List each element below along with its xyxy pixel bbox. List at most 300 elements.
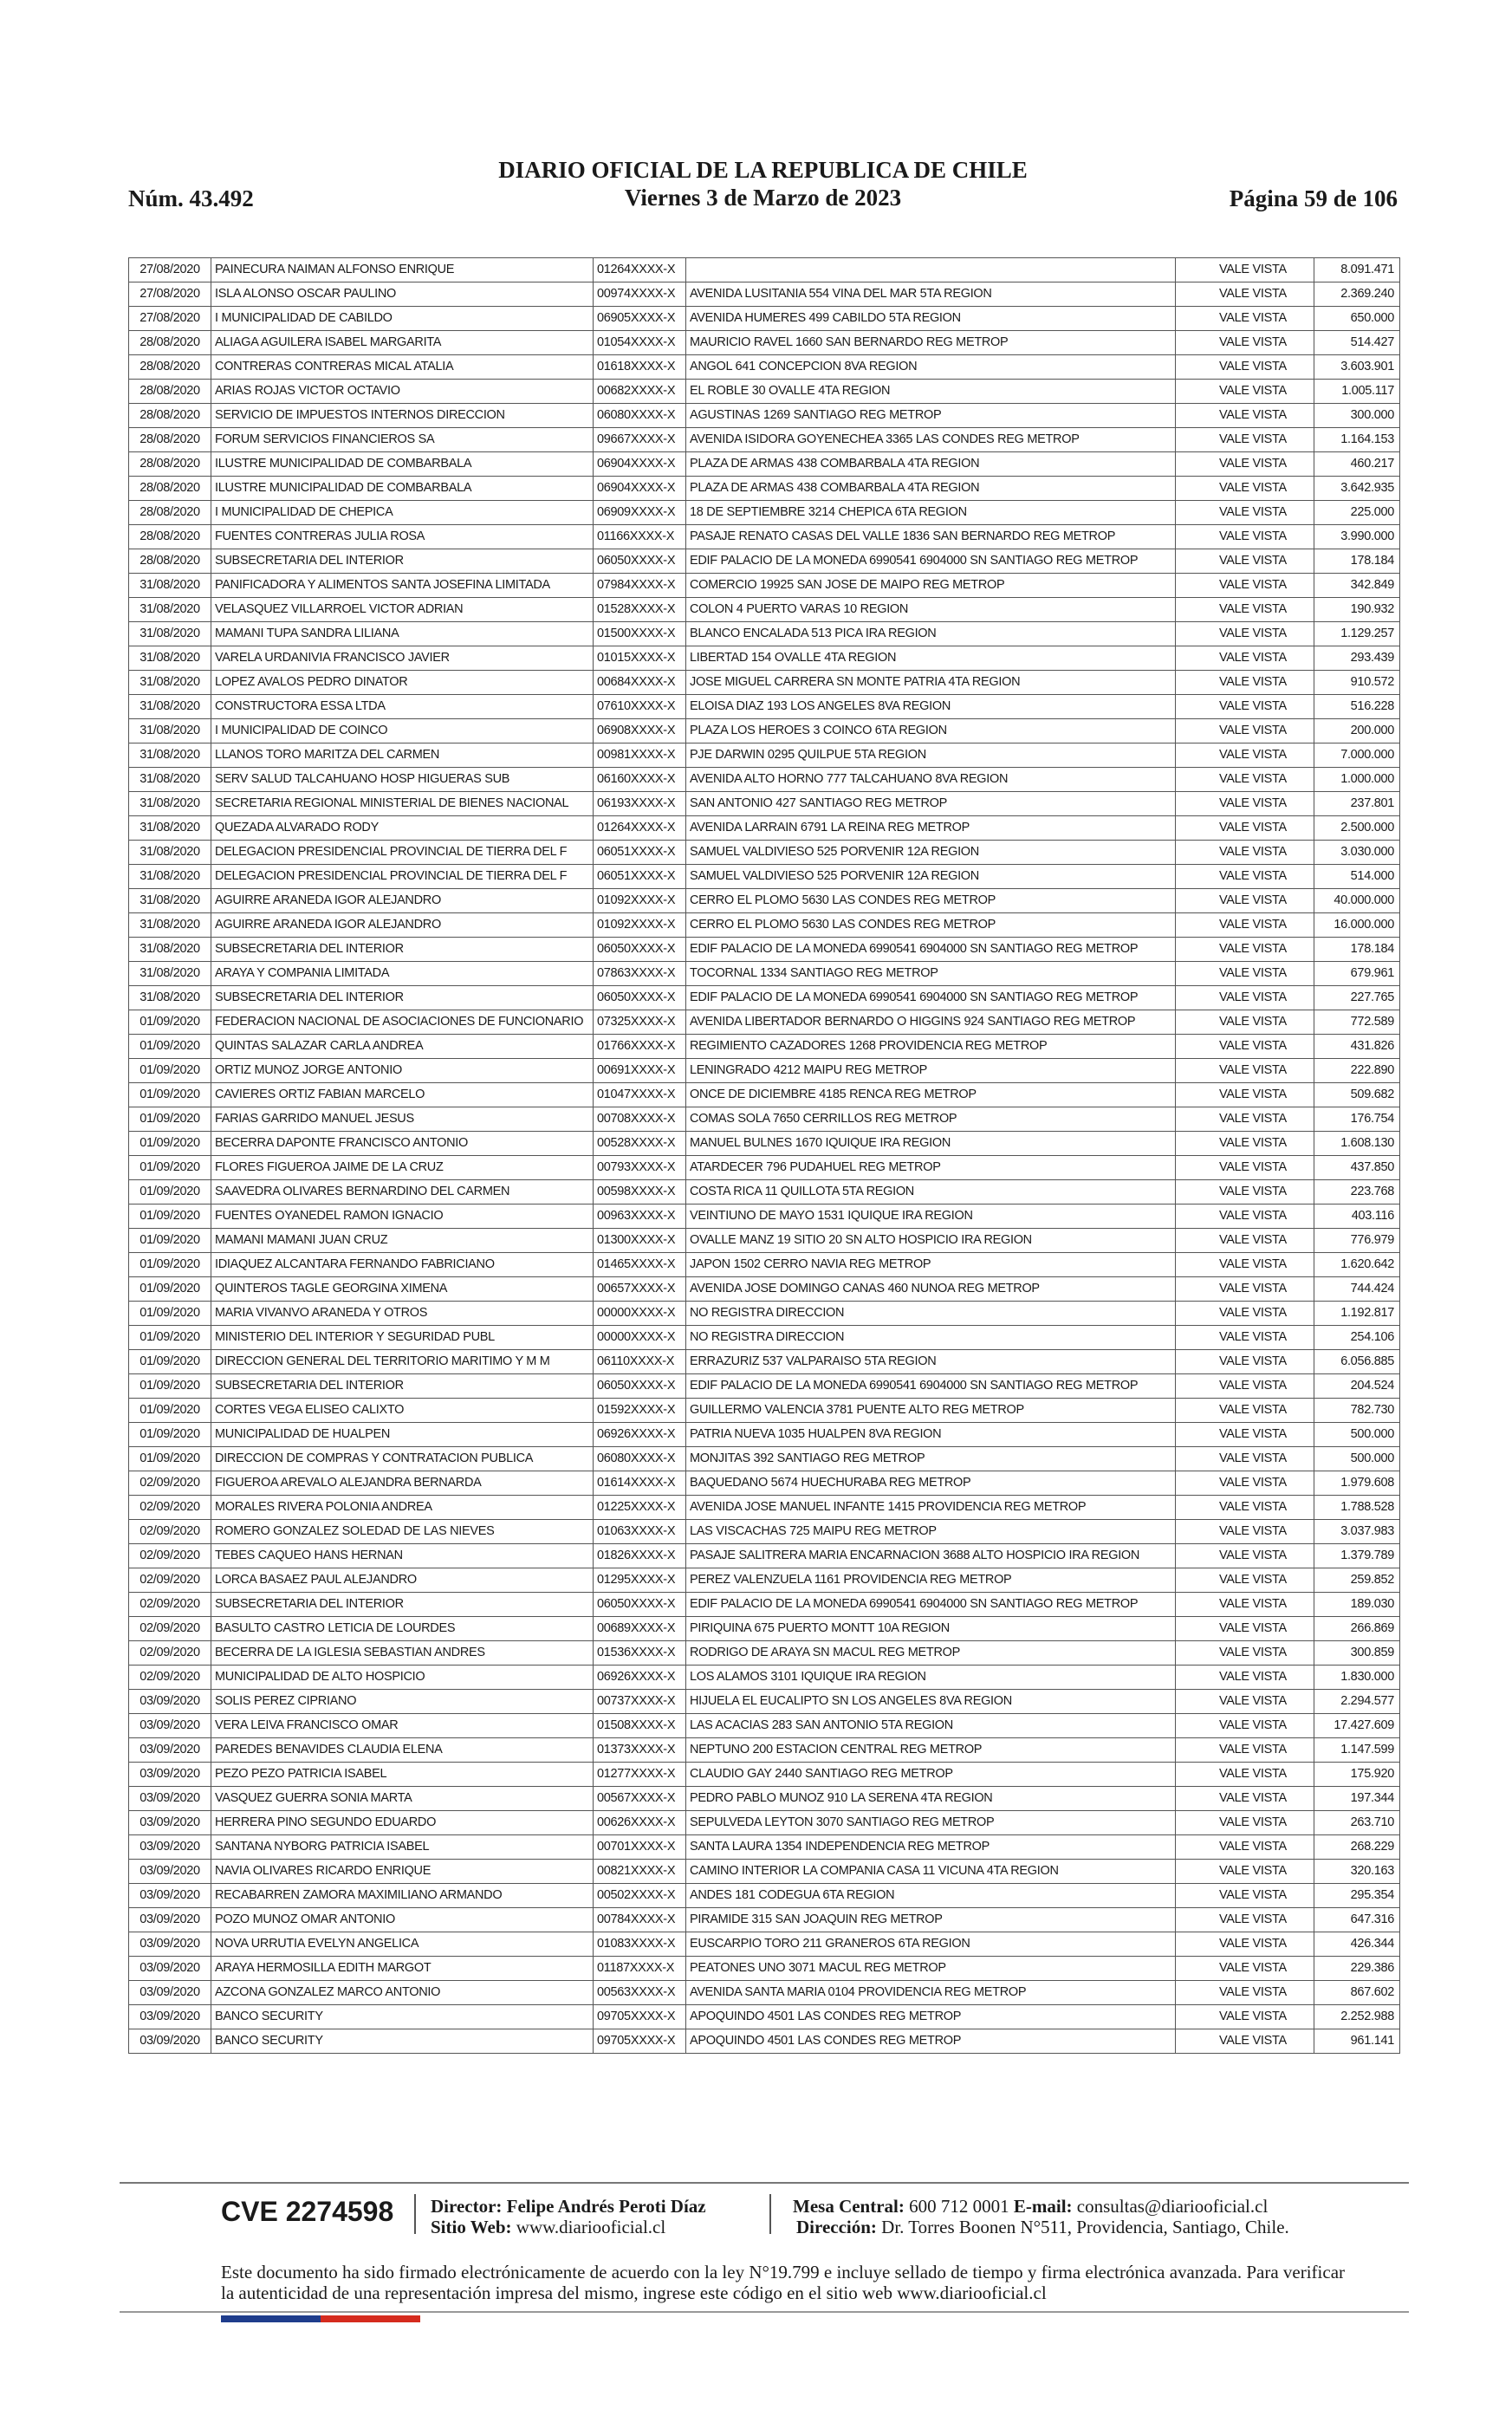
name-cell: QUEZADA ALVARADO RODY	[211, 816, 594, 841]
table-row	[129, 962, 1400, 986]
type-cell: VALE VISTA	[1176, 743, 1314, 768]
date-cell: 31/08/2020	[129, 816, 211, 841]
type-cell: VALE VISTA	[1176, 841, 1314, 865]
name-cell: VELASQUEZ VILLARROEL VICTOR ADRIAN	[211, 598, 594, 622]
type-cell: VALE VISTA	[1176, 1399, 1314, 1423]
date-cell: 28/08/2020	[129, 404, 211, 428]
type-cell: VALE VISTA	[1176, 1010, 1314, 1035]
type-cell: VALE VISTA	[1176, 1981, 1314, 2005]
cve-code: CVE 2274598	[221, 2196, 394, 2227]
rut-cell: 09667XXXX-X	[594, 428, 686, 452]
date-cell: 02/09/2020	[129, 1496, 211, 1520]
name-cell: BECERRA DAPONTE FRANCISCO ANTONIO	[211, 1132, 594, 1156]
table-row	[129, 282, 1400, 307]
address-cell: LIBERTAD 154 OVALLE 4TA REGION	[686, 646, 1176, 671]
name-cell: ARIAS ROJAS VICTOR OCTAVIO	[211, 380, 594, 404]
name-cell: DELEGACION PRESIDENCIAL PROVINCIAL DE TIERRA DEL F	[211, 841, 594, 865]
type-cell: VALE VISTA	[1176, 938, 1314, 962]
date-cell: 01/09/2020	[129, 1229, 211, 1253]
rut-cell: 00563XXXX-X	[594, 1981, 686, 2005]
address-cell: SAMUEL VALDIVIESO 525 PORVENIR 12A REGION	[686, 865, 1176, 889]
name-cell: MAMANI TUPA SANDRA LILIANA	[211, 622, 594, 646]
rut-cell: 01054XXXX-X	[594, 331, 686, 355]
address-cell: AGUSTINAS 1269 SANTIAGO REG METROP	[686, 404, 1176, 428]
rut-cell: 01187XXXX-X	[594, 1957, 686, 1981]
type-cell: VALE VISTA	[1176, 889, 1314, 913]
amount-cell: 6.056.885	[1314, 1350, 1400, 1374]
address-cell: EDIF PALACIO DE LA MONEDA 6990541 6904000 SN SANTIAGO REG METROP	[686, 1593, 1176, 1617]
date-cell: 31/08/2020	[129, 938, 211, 962]
date-cell: 31/08/2020	[129, 962, 211, 986]
name-cell: NOVA URRUTIA EVELYN ANGELICA	[211, 1932, 594, 1957]
table-row	[129, 1593, 1400, 1617]
address-cell: AVENIDA LARRAIN 6791 LA REINA REG METROP	[686, 816, 1176, 841]
date-cell: 31/08/2020	[129, 889, 211, 913]
address-cell: PJE DARWIN 0295 QUILPUE 5TA REGION	[686, 743, 1176, 768]
table-row	[129, 1423, 1400, 1447]
name-cell: MUNICIPALIDAD DE ALTO HOSPICIO	[211, 1666, 594, 1690]
name-cell: SUBSECRETARIA DEL INTERIOR	[211, 1374, 594, 1399]
date-cell: 28/08/2020	[129, 452, 211, 477]
table-row	[129, 1471, 1400, 1496]
rut-cell: 01264XXXX-X	[594, 816, 686, 841]
date-cell: 03/09/2020	[129, 1738, 211, 1763]
email-label: E-mail:	[1013, 2196, 1073, 2217]
name-cell: SOLIS PEREZ CIPRIANO	[211, 1690, 594, 1714]
amount-cell: 1.379.789	[1314, 1544, 1400, 1568]
table-row	[129, 913, 1400, 938]
address-cell: OVALLE MANZ 19 SITIO 20 SN ALTO HOSPICIO IRA REGION	[686, 1229, 1176, 1253]
amount-cell: 1.788.528	[1314, 1496, 1400, 1520]
records-table	[128, 257, 1400, 2054]
rut-cell: 07325XXXX-X	[594, 1010, 686, 1035]
table-row	[129, 1568, 1400, 1593]
type-cell: VALE VISTA	[1176, 428, 1314, 452]
name-cell: AGUIRRE ARANEDA IGOR ALEJANDRO	[211, 913, 594, 938]
table-row	[129, 792, 1400, 816]
mesa-label: Mesa Central:	[793, 2196, 905, 2217]
rut-cell: 01264XXXX-X	[594, 258, 686, 282]
type-cell: VALE VISTA	[1176, 1690, 1314, 1714]
address-cell: PIRAMIDE 315 SAN JOAQUIN REG METROP	[686, 1908, 1176, 1932]
date-cell: 01/09/2020	[129, 1083, 211, 1107]
type-cell: VALE VISTA	[1176, 331, 1314, 355]
date-cell: 28/08/2020	[129, 549, 211, 574]
amount-cell: 1.000.000	[1314, 768, 1400, 792]
date-cell: 28/08/2020	[129, 428, 211, 452]
name-cell: ILUSTRE MUNICIPALIDAD DE COMBARBALA	[211, 452, 594, 477]
rut-cell: 07984XXXX-X	[594, 574, 686, 598]
type-cell: VALE VISTA	[1176, 1156, 1314, 1180]
amount-cell: 300.859	[1314, 1641, 1400, 1666]
address-cell: SEPULVEDA LEYTON 3070 SANTIAGO REG METROP	[686, 1811, 1176, 1835]
rut-cell: 06905XXXX-X	[594, 307, 686, 331]
name-cell: BASULTO CASTRO LETICIA DE LOURDES	[211, 1617, 594, 1641]
mesa-phone: 600 712 0001	[909, 2196, 1009, 2217]
date-cell: 03/09/2020	[129, 1811, 211, 1835]
rut-cell: 01295XXXX-X	[594, 1568, 686, 1593]
type-cell: VALE VISTA	[1176, 622, 1314, 646]
name-cell: AZCONA GONZALEZ MARCO ANTONIO	[211, 1981, 594, 2005]
date-cell: 01/09/2020	[129, 1350, 211, 1374]
table-row	[129, 1156, 1400, 1180]
date-cell: 03/09/2020	[129, 1908, 211, 1932]
amount-cell: 178.184	[1314, 938, 1400, 962]
rut-cell: 06050XXXX-X	[594, 1593, 686, 1617]
date-cell: 02/09/2020	[129, 1617, 211, 1641]
address-cell: COMAS SOLA 7650 CERRILLOS REG METROP	[686, 1107, 1176, 1132]
name-cell: FEDERACION NACIONAL DE ASOCIACIONES DE FUNCIONARIO	[211, 1010, 594, 1035]
rut-cell: 01063XXXX-X	[594, 1520, 686, 1544]
date-cell: 02/09/2020	[129, 1641, 211, 1666]
amount-cell: 197.344	[1314, 1787, 1400, 1811]
rut-cell: 06904XXXX-X	[594, 452, 686, 477]
date-cell: 02/09/2020	[129, 1593, 211, 1617]
table-row	[129, 1617, 1400, 1641]
rut-cell: 01300XXXX-X	[594, 1229, 686, 1253]
amount-cell: 1.830.000	[1314, 1666, 1400, 1690]
amount-cell: 514.427	[1314, 331, 1400, 355]
amount-cell: 295.354	[1314, 1884, 1400, 1908]
date-cell: 28/08/2020	[129, 355, 211, 380]
rut-cell: 00821XXXX-X	[594, 1860, 686, 1884]
amount-cell: 225.000	[1314, 501, 1400, 525]
name-cell: MAMANI MAMANI JUAN CRUZ	[211, 1229, 594, 1253]
name-cell: SANTANA NYBORG PATRICIA ISABEL	[211, 1835, 594, 1860]
table-row	[129, 428, 1400, 452]
name-cell: DIRECCION GENERAL DEL TERRITORIO MARITIMO Y M M	[211, 1350, 594, 1374]
amount-cell: 178.184	[1314, 549, 1400, 574]
name-cell: AGUIRRE ARANEDA IGOR ALEJANDRO	[211, 889, 594, 913]
type-cell: VALE VISTA	[1176, 768, 1314, 792]
date-cell: 03/09/2020	[129, 1860, 211, 1884]
address-cell: ERRAZURIZ 537 VALPARAISO 5TA REGION	[686, 1350, 1176, 1374]
rut-cell: 06110XXXX-X	[594, 1350, 686, 1374]
amount-cell: 237.801	[1314, 792, 1400, 816]
table-row	[129, 1180, 1400, 1205]
amount-cell: 403.116	[1314, 1205, 1400, 1229]
table-row	[129, 841, 1400, 865]
type-cell: VALE VISTA	[1176, 2029, 1314, 2054]
type-cell: VALE VISTA	[1176, 501, 1314, 525]
type-cell: VALE VISTA	[1176, 282, 1314, 307]
name-cell: SUBSECRETARIA DEL INTERIOR	[211, 938, 594, 962]
table-row	[129, 1690, 1400, 1714]
address-cell: EDIF PALACIO DE LA MONEDA 6990541 6904000 SN SANTIAGO REG METROP	[686, 1374, 1176, 1399]
address-cell: APOQUINDO 4501 LAS CONDES REG METROP	[686, 2005, 1176, 2029]
type-cell: VALE VISTA	[1176, 1035, 1314, 1059]
type-cell: VALE VISTA	[1176, 1083, 1314, 1107]
amount-cell: 320.163	[1314, 1860, 1400, 1884]
amount-cell: 437.850	[1314, 1156, 1400, 1180]
rut-cell: 00682XXXX-X	[594, 380, 686, 404]
type-cell: VALE VISTA	[1176, 1253, 1314, 1277]
amount-cell: 7.000.000	[1314, 743, 1400, 768]
date-cell: 28/08/2020	[129, 331, 211, 355]
address-cell: EUSCARPIO TORO 211 GRANEROS 6TA REGION	[686, 1932, 1176, 1957]
amount-cell: 222.890	[1314, 1059, 1400, 1083]
amount-cell: 40.000.000	[1314, 889, 1400, 913]
name-cell: NAVIA OLIVARES RICARDO ENRIQUE	[211, 1860, 594, 1884]
date-cell: 01/09/2020	[129, 1374, 211, 1399]
date-cell: 01/09/2020	[129, 1132, 211, 1156]
table-row	[129, 1399, 1400, 1423]
contact-block	[793, 2196, 1289, 2237]
rut-cell: 07863XXXX-X	[594, 962, 686, 986]
rut-cell: 01536XXXX-X	[594, 1641, 686, 1666]
amount-cell: 3.990.000	[1314, 525, 1400, 549]
rut-cell: 06050XXXX-X	[594, 1374, 686, 1399]
rut-cell: 01826XXXX-X	[594, 1544, 686, 1568]
address-cell: AVENIDA JOSE MANUEL INFANTE 1415 PROVIDENCIA REG METROP	[686, 1496, 1176, 1520]
name-cell: FLORES FIGUEROA JAIME DE LA CRUZ	[211, 1156, 594, 1180]
address-cell: COMERCIO 19925 SAN JOSE DE MAIPO REG METROP	[686, 574, 1176, 598]
rut-cell: 00684XXXX-X	[594, 671, 686, 695]
name-cell: MUNICIPALIDAD DE HUALPEN	[211, 1423, 594, 1447]
table-row	[129, 1374, 1400, 1399]
type-cell: VALE VISTA	[1176, 913, 1314, 938]
rut-cell: 01047XXXX-X	[594, 1083, 686, 1107]
rut-cell: 00737XXXX-X	[594, 1690, 686, 1714]
address-cell: ANGOL 641 CONCEPCION 8VA REGION	[686, 355, 1176, 380]
address-cell: GUILLERMO VALENCIA 3781 PUENTE ALTO REG METROP	[686, 1399, 1176, 1423]
amount-cell: 647.316	[1314, 1908, 1400, 1932]
rut-cell: 01766XXXX-X	[594, 1035, 686, 1059]
date-cell: 31/08/2020	[129, 646, 211, 671]
type-cell: VALE VISTA	[1176, 452, 1314, 477]
amount-cell: 227.765	[1314, 986, 1400, 1010]
amount-cell: 910.572	[1314, 671, 1400, 695]
address-cell: CERRO EL PLOMO 5630 LAS CONDES REG METROP	[686, 889, 1176, 913]
amount-cell: 190.932	[1314, 598, 1400, 622]
address-cell: LENINGRADO 4212 MAIPU REG METROP	[686, 1059, 1176, 1083]
address-cell: CLAUDIO GAY 2440 SANTIAGO REG METROP	[686, 1763, 1176, 1787]
type-cell: VALE VISTA	[1176, 1326, 1314, 1350]
amount-cell: 204.524	[1314, 1374, 1400, 1399]
name-cell: RECABARREN ZAMORA MAXIMILIANO ARMANDO	[211, 1884, 594, 1908]
amount-cell: 961.141	[1314, 2029, 1400, 2054]
table-row	[129, 1107, 1400, 1132]
rut-cell: 00598XXXX-X	[594, 1180, 686, 1205]
date-cell: 27/08/2020	[129, 282, 211, 307]
name-cell: LOPEZ AVALOS PEDRO DINATOR	[211, 671, 594, 695]
table-row	[129, 1738, 1400, 1763]
table-row	[129, 452, 1400, 477]
date-cell: 28/08/2020	[129, 501, 211, 525]
date-cell: 03/09/2020	[129, 1787, 211, 1811]
rut-cell: 00974XXXX-X	[594, 282, 686, 307]
date-cell: 02/09/2020	[129, 1568, 211, 1593]
amount-cell: 229.386	[1314, 1957, 1400, 1981]
amount-cell: 1.608.130	[1314, 1132, 1400, 1156]
site-link[interactable]: www.diariooficial.cl	[516, 2217, 666, 2237]
name-cell: DELEGACION PRESIDENCIAL PROVINCIAL DE TIERRA DEL F	[211, 865, 594, 889]
type-cell: VALE VISTA	[1176, 598, 1314, 622]
flag-bar	[221, 2315, 420, 2322]
table-row	[129, 816, 1400, 841]
name-cell: MINISTERIO DEL INTERIOR Y SEGURIDAD PUBL	[211, 1326, 594, 1350]
amount-cell: 2.252.988	[1314, 2005, 1400, 2029]
rut-cell: 09705XXXX-X	[594, 2005, 686, 2029]
name-cell: I MUNICIPALIDAD DE COINCO	[211, 719, 594, 743]
rut-cell: 00502XXXX-X	[594, 1884, 686, 1908]
table-row	[129, 477, 1400, 501]
name-cell: SUBSECRETARIA DEL INTERIOR	[211, 549, 594, 574]
date-cell: 31/08/2020	[129, 841, 211, 865]
director-block	[431, 2196, 706, 2237]
amount-cell: 1.192.817	[1314, 1302, 1400, 1326]
date-cell: 03/09/2020	[129, 1835, 211, 1860]
amount-cell: 1.147.599	[1314, 1738, 1400, 1763]
issue-date: Viernes 3 de Marzo de 2023	[624, 185, 902, 211]
address-cell: AVENIDA SANTA MARIA 0104 PROVIDENCIA REG METROP	[686, 1981, 1176, 2005]
table-row	[129, 1544, 1400, 1568]
rut-cell: 07610XXXX-X	[594, 695, 686, 719]
page-header	[128, 156, 1398, 217]
table-row	[129, 404, 1400, 428]
table-row	[129, 331, 1400, 355]
table-row	[129, 889, 1400, 913]
amount-cell: 776.979	[1314, 1229, 1400, 1253]
date-cell: 01/09/2020	[129, 1253, 211, 1277]
name-cell: HERRERA PINO SEGUNDO EDUARDO	[211, 1811, 594, 1835]
table-row	[129, 1835, 1400, 1860]
name-cell: SECRETARIA REGIONAL MINISTERIAL DE BIENES NACIONAL	[211, 792, 594, 816]
address-cell: SAMUEL VALDIVIESO 525 PORVENIR 12A REGION	[686, 841, 1176, 865]
date-cell: 03/09/2020	[129, 1981, 211, 2005]
amount-cell: 1.620.642	[1314, 1253, 1400, 1277]
rut-cell: 06050XXXX-X	[594, 986, 686, 1010]
amount-cell: 200.000	[1314, 719, 1400, 743]
type-cell: VALE VISTA	[1176, 646, 1314, 671]
table-row	[129, 525, 1400, 549]
amount-cell: 744.424	[1314, 1277, 1400, 1302]
address-cell: PLAZA LOS HEROES 3 COINCO 6TA REGION	[686, 719, 1176, 743]
amount-cell: 679.961	[1314, 962, 1400, 986]
address-cell: PATRIA NUEVA 1035 HUALPEN 8VA REGION	[686, 1423, 1176, 1447]
table-row	[129, 671, 1400, 695]
table-row	[129, 1787, 1400, 1811]
rut-cell: 06050XXXX-X	[594, 549, 686, 574]
date-cell: 31/08/2020	[129, 574, 211, 598]
table-row	[129, 574, 1400, 598]
name-cell: FARIAS GARRIDO MANUEL JESUS	[211, 1107, 594, 1132]
address-cell: AVENIDA ALTO HORNO 777 TALCAHUANO 8VA REGION	[686, 768, 1176, 792]
type-cell: VALE VISTA	[1176, 1957, 1314, 1981]
amount-cell: 189.030	[1314, 1593, 1400, 1617]
address-cell: EDIF PALACIO DE LA MONEDA 6990541 6904000 SN SANTIAGO REG METROP	[686, 938, 1176, 962]
address-cell: LAS ACACIAS 283 SAN ANTONIO 5TA REGION	[686, 1714, 1176, 1738]
type-cell: VALE VISTA	[1176, 574, 1314, 598]
type-cell: VALE VISTA	[1176, 816, 1314, 841]
rut-cell: 06051XXXX-X	[594, 865, 686, 889]
name-cell: CONTRERAS CONTRERAS MICAL ATALIA	[211, 355, 594, 380]
type-cell: VALE VISTA	[1176, 1666, 1314, 1690]
type-cell: VALE VISTA	[1176, 719, 1314, 743]
name-cell: ILUSTRE MUNICIPALIDAD DE COMBARBALA	[211, 477, 594, 501]
type-cell: VALE VISTA	[1176, 1617, 1314, 1641]
table-row	[129, 1520, 1400, 1544]
address-cell: ATARDECER 796 PUDAHUEL REG METROP	[686, 1156, 1176, 1180]
amount-cell: 782.730	[1314, 1399, 1400, 1423]
date-cell: 31/08/2020	[129, 743, 211, 768]
table-row	[129, 1641, 1400, 1666]
name-cell: VARELA URDANIVIA FRANCISCO JAVIER	[211, 646, 594, 671]
name-cell: BANCO SECURITY	[211, 2029, 594, 2054]
rut-cell: 01373XXXX-X	[594, 1738, 686, 1763]
name-cell: BECERRA DE LA IGLESIA SEBASTIAN ANDRES	[211, 1641, 594, 1666]
date-cell: 31/08/2020	[129, 671, 211, 695]
address-cell: NO REGISTRA DIRECCION	[686, 1302, 1176, 1326]
table-row	[129, 1884, 1400, 1908]
amount-cell: 175.920	[1314, 1763, 1400, 1787]
address-cell: CERRO EL PLOMO 5630 LAS CONDES REG METROP	[686, 913, 1176, 938]
name-cell: PANIFICADORA Y ALIMENTOS SANTA JOSEFINA LIMITADA	[211, 574, 594, 598]
address-cell: ONCE DE DICIEMBRE 4185 RENCA REG METROP	[686, 1083, 1176, 1107]
rut-cell: 00626XXXX-X	[594, 1811, 686, 1835]
type-cell: VALE VISTA	[1176, 258, 1314, 282]
rut-cell: 00000XXXX-X	[594, 1326, 686, 1350]
address-text: Dr. Torres Boonen N°511, Providencia, Santiago, Chile.	[881, 2217, 1289, 2237]
name-cell: SUBSECRETARIA DEL INTERIOR	[211, 1593, 594, 1617]
email-link[interactable]: consultas@diariooficial.cl	[1076, 2196, 1269, 2217]
rut-cell: 06080XXXX-X	[594, 404, 686, 428]
amount-cell: 1.005.117	[1314, 380, 1400, 404]
address-cell: TOCORNAL 1334 SANTIAGO REG METROP	[686, 962, 1176, 986]
address-cell: AVENIDA HUMERES 499 CABILDO 5TA REGION	[686, 307, 1176, 331]
name-cell: FORUM SERVICIOS FINANCIEROS SA	[211, 428, 594, 452]
type-cell: VALE VISTA	[1176, 477, 1314, 501]
table-row	[129, 1010, 1400, 1035]
table-row	[129, 1302, 1400, 1326]
type-cell: VALE VISTA	[1176, 1860, 1314, 1884]
type-cell: VALE VISTA	[1176, 1884, 1314, 1908]
address-cell: MONJITAS 392 SANTIAGO REG METROP	[686, 1447, 1176, 1471]
name-cell: DIRECCION DE COMPRAS Y CONTRATACION PUBLICA	[211, 1447, 594, 1471]
amount-cell: 431.826	[1314, 1035, 1400, 1059]
table-row	[129, 1277, 1400, 1302]
date-cell: 31/08/2020	[129, 598, 211, 622]
table-row	[129, 865, 1400, 889]
issue-number: Núm. 43.492	[128, 185, 254, 211]
table-row	[129, 355, 1400, 380]
table-row	[129, 1205, 1400, 1229]
type-cell: VALE VISTA	[1176, 2005, 1314, 2029]
address-cell: PIRIQUINA 675 PUERTO MONTT 10A REGION	[686, 1617, 1176, 1641]
footer-separator	[769, 2194, 771, 2234]
name-cell: MARIA VIVANVO ARANEDA Y OTROS	[211, 1302, 594, 1326]
address-cell: PEATONES UNO 3071 MACUL REG METROP	[686, 1957, 1176, 1981]
type-cell: VALE VISTA	[1176, 1059, 1314, 1083]
amount-cell: 293.439	[1314, 646, 1400, 671]
address-cell: EDIF PALACIO DE LA MONEDA 6990541 6904000 SN SANTIAGO REG METROP	[686, 549, 1176, 574]
name-cell: PAINECURA NAIMAN ALFONSO ENRIQUE	[211, 258, 594, 282]
amount-cell: 266.869	[1314, 1617, 1400, 1641]
table-row	[129, 1447, 1400, 1471]
type-cell: VALE VISTA	[1176, 1593, 1314, 1617]
name-cell: LLANOS TORO MARITZA DEL CARMEN	[211, 743, 594, 768]
rut-cell: 00963XXXX-X	[594, 1205, 686, 1229]
type-cell: VALE VISTA	[1176, 1763, 1314, 1787]
table-row	[129, 938, 1400, 962]
amount-cell: 3.037.983	[1314, 1520, 1400, 1544]
type-cell: VALE VISTA	[1176, 525, 1314, 549]
type-cell: VALE VISTA	[1176, 1641, 1314, 1666]
amount-cell: 772.589	[1314, 1010, 1400, 1035]
type-cell: VALE VISTA	[1176, 1568, 1314, 1593]
amount-cell: 516.228	[1314, 695, 1400, 719]
rut-cell: 00000XXXX-X	[594, 1302, 686, 1326]
